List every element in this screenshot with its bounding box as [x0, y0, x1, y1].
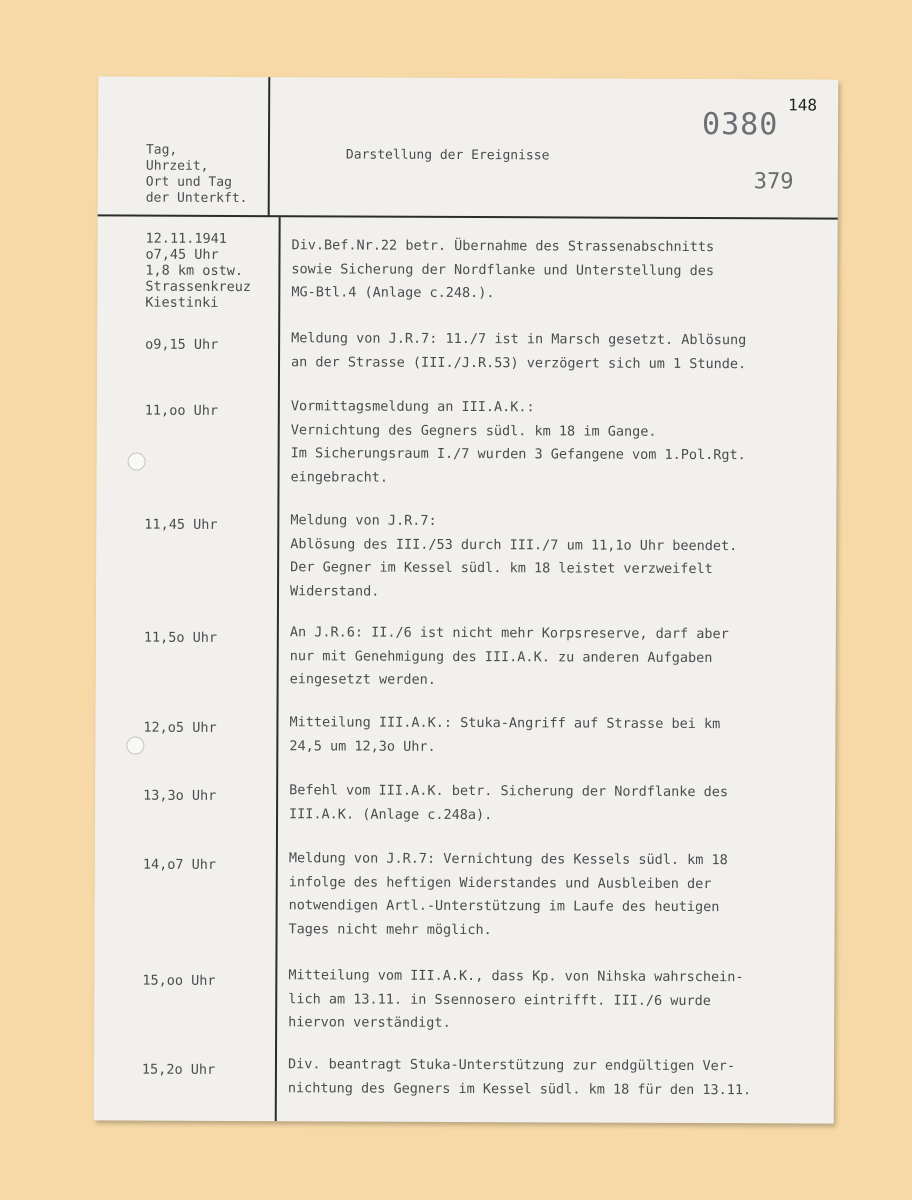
entry-text	[290, 509, 820, 605]
entry-text	[288, 964, 818, 1037]
entry-line: nur mit Genehmigung des III.A.K. zu anderen Aufgaben	[289, 647, 713, 666]
entry-text	[289, 779, 819, 828]
entry-line: Der Gegner im Kessel südl. km 18 leistet verzweifelt	[290, 559, 713, 578]
entry-time: 12,o5 Uhr	[143, 719, 217, 736]
entry-time: 13,3o Uhr	[143, 787, 217, 804]
entry-line: Meldung von J.R.7:	[290, 512, 437, 529]
entry-time: 11,45 Uhr	[144, 516, 218, 533]
entry-time: 12.11.1941 o7,45 Uhr 1,8 km ostw. Strassenkreuz Kiestinki	[145, 230, 252, 311]
entry-line: eingesetzt werden.	[289, 671, 436, 688]
punch-hole	[126, 737, 144, 755]
page-number: 148	[788, 95, 818, 115]
entry-line: Vormittagsmeldung an III.A.K.:	[290, 398, 535, 416]
entry-line: infolge des heftigen Widerstandes und Ausbleiben der	[288, 873, 712, 892]
entry-line: An J.R.6: II./6 ist nicht mehr Korpsreserve, darf aber	[289, 624, 729, 643]
entry-text	[291, 327, 821, 376]
entry-line: Div. beantragt Stuka-Unterstützung zur endgültigen Ver-	[287, 1056, 736, 1075]
entry-text	[291, 234, 821, 307]
document-page	[94, 76, 839, 1123]
entry-line: hiervon verständigt.	[288, 1014, 451, 1031]
stamped-archive-number: 0380	[702, 107, 779, 143]
entry-line: notwendigen Artl.-Unterstützung im Laufe des heutigen	[288, 897, 720, 916]
entry-time: 15,oo Uhr	[142, 972, 216, 989]
entry-line: Vernichtung des Gegners südl. km 18 im Gange.	[290, 421, 657, 440]
entry-line: Mitteilung III.A.K.: Stuka-Angriff auf Strasse bei km	[289, 714, 721, 733]
column-header-date-time-place: Tag, Uhrzeit, Ort und Tag der Unterkft.	[145, 142, 248, 207]
column-header-events: Darstellung der Ereignisse	[345, 147, 550, 164]
entry-text	[288, 1053, 818, 1102]
entry-line: III.A.K. (Anlage c.248a).	[289, 805, 493, 823]
column-divider-header	[268, 77, 271, 217]
entry-line: Tages nicht mehr möglich.	[288, 920, 492, 938]
entry-line: Meldung von J.R.7: Vernichtung des Kessels südl. km 18	[288, 850, 728, 869]
entry-line: eingebracht.	[290, 468, 389, 486]
entry-line: Ablösung des III./53 durch III./7 um 11,1o Uhr beendet.	[290, 535, 738, 554]
entry-text	[289, 711, 819, 760]
entry-line: Mitteilung vom III.A.K., dass Kp. von Nihska wahrschein-	[288, 967, 744, 986]
entry-time: o9,15 Uhr	[145, 336, 219, 353]
entry-line: Div.Bef.Nr.22 betr. Übernahme des Strassenabschnitts	[291, 237, 715, 256]
entry-line: an der Strasse (III./J.R.53) verzögert sich um 1 Stunde.	[291, 353, 747, 372]
entry-text	[290, 395, 820, 491]
entry-line: lich am 13.11. in Ssennosero eintrifft. III./6 wurde	[288, 990, 711, 1009]
column-divider-body	[275, 217, 281, 1121]
entry-line: nichtung des Gegners im Kessel südl. km 18 für den 13.11.	[287, 1079, 752, 1098]
punch-hole	[128, 453, 146, 471]
entry-text	[289, 847, 819, 943]
entry-line: Im Sicherungsraum I./7 wurden 3 Gefangene vom 1.Pol.Rgt.	[290, 445, 746, 464]
entry-line: Meldung von J.R.7: 11./7 ist in Marsch gesetzt. Ablösung	[291, 330, 747, 349]
entry-line: MG-Btl.4 (Anlage c.248.).	[291, 284, 495, 302]
entry-time: 15,2o Uhr	[141, 1061, 216, 1078]
entry-line: 24,5 um 12,3o Uhr.	[289, 737, 436, 755]
entry-time: 11,oo Uhr	[144, 402, 219, 419]
entry-time: 14,o7 Uhr	[142, 856, 217, 873]
entry-text	[290, 621, 820, 694]
sub-page-number: 379	[753, 169, 794, 195]
entry-line: Widerstand.	[290, 582, 380, 600]
header-divider	[98, 214, 838, 219]
entry-line: sowie Sicherung der Nordflanke und Unterstellung des	[291, 260, 715, 279]
entry-time: 11,5o Uhr	[143, 629, 218, 646]
entry-line: Befehl vom III.A.K. betr. Sicherung der Nordflanke des	[289, 782, 729, 801]
